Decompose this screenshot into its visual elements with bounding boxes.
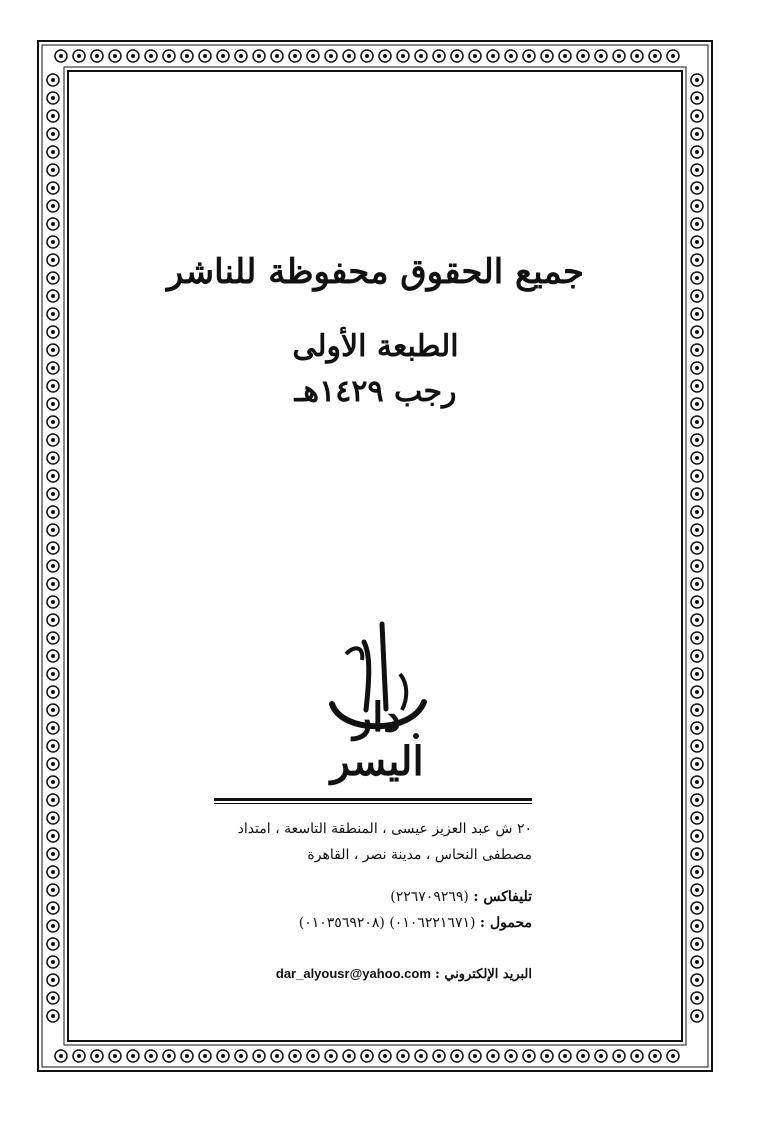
border-scroll-dot [455, 54, 459, 58]
border-scroll-dot [695, 780, 699, 784]
border-scroll-dot [695, 204, 699, 208]
border-scroll-dot [695, 834, 699, 838]
border-scroll-dot [695, 1014, 699, 1018]
border-scroll-dot [51, 528, 55, 532]
border-scroll-dot [347, 54, 351, 58]
border-scroll-dot [695, 996, 699, 1000]
mobile-label: محمول : [479, 915, 532, 931]
border-scroll-dot [545, 54, 549, 58]
border-scroll-dot [51, 762, 55, 766]
border-scroll-dot [51, 996, 55, 1000]
border-scroll-dot [51, 654, 55, 658]
border-scroll-dot [509, 54, 513, 58]
border-scroll-dot [671, 54, 675, 58]
border-scroll-dot [695, 420, 699, 424]
border-scroll-dot [51, 420, 55, 424]
border-scroll-dot [59, 54, 63, 58]
border-scroll-dot [365, 1054, 369, 1058]
border-scroll-dot [695, 816, 699, 820]
border-scroll-dot [695, 744, 699, 748]
border-scroll-dot [635, 1054, 639, 1058]
border-scroll-dot [455, 1054, 459, 1058]
border-scroll-dot [51, 204, 55, 208]
border-scroll-dot [695, 942, 699, 946]
border-scroll-dot [185, 1054, 189, 1058]
border-scroll-dot [617, 54, 621, 58]
border-scroll-dot [473, 1054, 477, 1058]
border-scroll-dot [347, 1054, 351, 1058]
border-scroll-dot [257, 1054, 261, 1058]
telefax-value: (٢٢٦٧٠٩٢٦٩) [390, 889, 469, 905]
border-scroll-dot [239, 54, 243, 58]
border-scroll-dot [695, 582, 699, 586]
border-scroll-dot [51, 312, 55, 316]
border-scroll-dot [167, 54, 171, 58]
border-scroll-dot [695, 456, 699, 460]
border-scroll-dot [51, 870, 55, 874]
border-scroll-dot [695, 150, 699, 154]
border-scroll-dot [51, 438, 55, 442]
border-scroll-dot [581, 1054, 585, 1058]
edition-label: الطبعة الأولى [292, 329, 459, 364]
border-scroll-dot [275, 54, 279, 58]
border-scroll-dot [695, 276, 699, 280]
border-scroll-dot [51, 114, 55, 118]
border-scroll-dot [203, 1054, 207, 1058]
border-scroll-dot [51, 78, 55, 82]
thin-divider [214, 803, 532, 804]
border-scroll-dot [311, 1054, 315, 1058]
border-scroll-dot [51, 492, 55, 496]
border-scroll-dot [491, 54, 495, 58]
address-line-1: ٢٠ ش عبد العزيز عيسى ، المنطقة التاسعة ، امتداد [237, 821, 532, 837]
border-scroll-dot [695, 618, 699, 622]
border-scroll-dot [695, 888, 699, 892]
border-scroll-dot [695, 168, 699, 172]
border-scroll-dot [51, 402, 55, 406]
border-scroll-dot [59, 1054, 63, 1058]
email-label: البريد الإلكتروني : [435, 967, 532, 982]
border-scroll-dot [695, 258, 699, 262]
border-scroll-dot [51, 690, 55, 694]
border-scroll-dot [51, 906, 55, 910]
border-scroll-dot [695, 78, 699, 82]
border-scroll-dot [51, 834, 55, 838]
border-scroll-dot [51, 294, 55, 298]
border-scroll-dot [695, 600, 699, 604]
border-scroll-dot [695, 654, 699, 658]
border-scroll-dot [419, 54, 423, 58]
border-scroll-dot [599, 1054, 603, 1058]
border-scroll-dot [293, 1054, 297, 1058]
border-scroll-dot [51, 924, 55, 928]
border-scroll-dot [695, 330, 699, 334]
border-scroll-dot [51, 978, 55, 982]
border-scroll-dot [51, 888, 55, 892]
border-scroll-dot [473, 54, 477, 58]
border-scroll-dot [695, 312, 699, 316]
border-scroll-dot [275, 1054, 279, 1058]
border-scroll-dot [221, 1054, 225, 1058]
border-scroll-dot [51, 960, 55, 964]
border-scroll-dot [113, 1054, 117, 1058]
border-scroll-dot [695, 960, 699, 964]
border-scroll-dot [51, 384, 55, 388]
border-scroll-dot [545, 1054, 549, 1058]
border-scroll-dot [695, 438, 699, 442]
border-scroll-dot [695, 870, 699, 874]
border-scroll-dot [695, 762, 699, 766]
border-scroll-dot [95, 54, 99, 58]
border-scroll-dot [113, 54, 117, 58]
border-scroll-dot [599, 54, 603, 58]
border-scroll-dot [695, 978, 699, 982]
border-scroll-dot [365, 54, 369, 58]
border-scroll-dot [51, 132, 55, 136]
border-scroll-dot [695, 366, 699, 370]
border-scroll-dot [51, 726, 55, 730]
border-scroll-dot [617, 1054, 621, 1058]
border-scroll-dot [131, 1054, 135, 1058]
border-scroll-dot [695, 474, 699, 478]
border-scroll-dot [95, 1054, 99, 1058]
border-scroll-dot [77, 1054, 81, 1058]
border-scroll-dot [51, 240, 55, 244]
border-scroll-dot [51, 672, 55, 676]
imprint-content [72, 74, 679, 1036]
border-scroll-dot [695, 924, 699, 928]
border-scroll-dot [695, 492, 699, 496]
border-scroll-dot [509, 1054, 513, 1058]
border-scroll-dot [51, 582, 55, 586]
mobile-value: (٠١٠٦٢٢١٦٧١) (٠١٠٣٥٦٩٢٠٨) [298, 915, 476, 931]
border-scroll-dot [51, 780, 55, 784]
border-scroll-dot [527, 1054, 531, 1058]
border-scroll-dot [695, 798, 699, 802]
border-scroll-dot [635, 54, 639, 58]
border-scroll-dot [77, 54, 81, 58]
border-scroll-dot [695, 384, 699, 388]
border-scroll-dot [695, 672, 699, 676]
border-scroll-dot [51, 258, 55, 262]
border-scroll-dot [383, 54, 387, 58]
border-scroll-dot [51, 456, 55, 460]
publisher-logo [312, 614, 442, 784]
border-scroll-dot [695, 690, 699, 694]
border-scroll-dot [695, 240, 699, 244]
border-scroll-dot [51, 168, 55, 172]
border-scroll-dot [51, 744, 55, 748]
border-scroll-dot [695, 726, 699, 730]
border-scroll-dot [167, 1054, 171, 1058]
border-scroll-dot [51, 618, 55, 622]
border-scroll-dot [51, 96, 55, 100]
border-scroll-dot [51, 186, 55, 190]
border-scroll-dot [293, 54, 297, 58]
border-scroll-dot [329, 54, 333, 58]
border-scroll-dot [51, 816, 55, 820]
border-scroll-dot [695, 294, 699, 298]
telefax-label: تليفاكس : [473, 889, 532, 905]
border-scroll-dot [695, 222, 699, 226]
border-scroll-dot [695, 114, 699, 118]
border-scroll-dot [51, 636, 55, 640]
border-scroll-dot [51, 150, 55, 154]
border-scroll-dot [51, 564, 55, 568]
border-scroll-dot [51, 366, 55, 370]
border-scroll-dot [131, 54, 135, 58]
border-scroll-dot [695, 564, 699, 568]
border-scroll-dot [203, 54, 207, 58]
border-scroll-dot [695, 546, 699, 550]
border-scroll-dot [401, 1054, 405, 1058]
border-scroll-dot [527, 54, 531, 58]
border-scroll-dot [695, 96, 699, 100]
border-scroll-dot [419, 1054, 423, 1058]
border-scroll-dot [695, 348, 699, 352]
border-scroll-dot [695, 528, 699, 532]
border-scroll-dot [695, 636, 699, 640]
border-scroll-dot [149, 1054, 153, 1058]
border-scroll-dot [695, 186, 699, 190]
border-scroll-dot [695, 402, 699, 406]
border-scroll-dot [401, 54, 405, 58]
border-scroll-dot [51, 798, 55, 802]
border-scroll-dot [383, 1054, 387, 1058]
border-scroll-dot [257, 54, 261, 58]
border-scroll-dot [491, 1054, 495, 1058]
border-scroll-dot [149, 54, 153, 58]
border-scroll-dot [185, 54, 189, 58]
border-scroll-dot [51, 708, 55, 712]
border-scroll-dot [671, 1054, 675, 1058]
copyright-notice: جميع الحقوق محفوظة للناشر [166, 252, 585, 292]
border-scroll-dot [695, 852, 699, 856]
publisher-address [214, 816, 532, 868]
email-address: dar_alyousr@yahoo.com [275, 966, 431, 981]
border-scroll-dot [695, 510, 699, 514]
border-scroll-dot [51, 222, 55, 226]
border-scroll-dot [563, 54, 567, 58]
thick-divider [214, 798, 532, 801]
border-scroll-dot [695, 906, 699, 910]
logo-lettering: دار اليسر [330, 694, 424, 785]
border-scroll-dot [563, 1054, 567, 1058]
border-scroll-dot [51, 1014, 55, 1018]
border-scroll-dot [51, 942, 55, 946]
border-scroll-dot [51, 546, 55, 550]
telefax-row [214, 886, 532, 908]
border-scroll-dot [51, 330, 55, 334]
border-scroll-dot [51, 276, 55, 280]
border-scroll-dot [51, 474, 55, 478]
border-scroll-dot [653, 1054, 657, 1058]
border-scroll-dot [51, 348, 55, 352]
border-scroll-dot [695, 708, 699, 712]
email-row [214, 964, 532, 985]
border-scroll-dot [221, 54, 225, 58]
border-scroll-dot [51, 852, 55, 856]
address-line-2: مصطفى النحاس ، مدينة نصر ، القاهرة [307, 847, 532, 863]
border-scroll-dot [437, 54, 441, 58]
border-scroll-dot [437, 1054, 441, 1058]
border-scroll-dot [239, 1054, 243, 1058]
mobile-row [214, 912, 532, 934]
border-scroll-dot [329, 1054, 333, 1058]
border-scroll-dot [653, 54, 657, 58]
border-scroll-dot [695, 132, 699, 136]
border-scroll-dot [311, 54, 315, 58]
border-scroll-dot [51, 510, 55, 514]
border-scroll-dot [581, 54, 585, 58]
border-scroll-dot [51, 600, 55, 604]
publication-date: رجب ١٤٢٩هـ [294, 374, 457, 409]
